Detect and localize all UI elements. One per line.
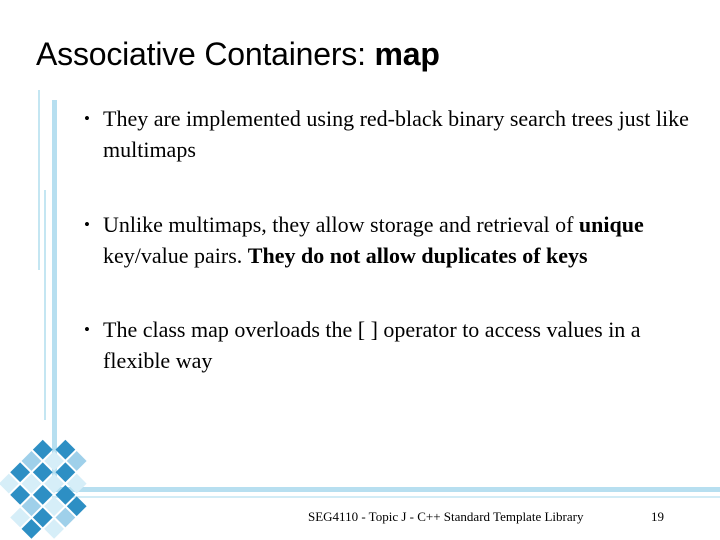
- bullet-marker: •: [84, 320, 90, 339]
- bullet-item-1: [84, 103, 704, 165]
- bullet-list: [84, 103, 704, 420]
- slide-title: [36, 36, 440, 73]
- bullet-text-part-1: Unlike multimaps, they allow storage and retrieval of: [103, 212, 579, 237]
- decor-mosaic-graphic: [0, 430, 95, 540]
- bullet-item-3: [84, 314, 704, 376]
- decor-faint-line-1: [38, 90, 40, 270]
- page-number: 19: [651, 509, 664, 524]
- bullet-text: The class map overloads the [ ] operator to access values in a flexible way: [103, 317, 641, 373]
- bullet-marker: •: [84, 215, 90, 234]
- bullet-text-part-2: key/value pairs.: [103, 243, 248, 268]
- bullet-item-2: [84, 209, 704, 271]
- decor-horizontal-rule-thin: [52, 496, 720, 498]
- decor-faint-line-2: [44, 190, 46, 420]
- bullet-bold-unique: unique: [578, 212, 644, 237]
- bullet-marker: •: [84, 109, 90, 128]
- title-bold: map: [374, 36, 440, 72]
- footer-text: SEG4110 - Topic J - C++ Standard Template Library: [308, 509, 584, 524]
- decor-horizontal-rule: [52, 487, 720, 492]
- title-text: Associative Containers:: [36, 36, 375, 72]
- bullet-text: They are implemented using red-black binary search trees just like multimaps: [103, 106, 689, 162]
- bullet-bold-duplicates: They do not allow duplicates of keys: [247, 243, 588, 268]
